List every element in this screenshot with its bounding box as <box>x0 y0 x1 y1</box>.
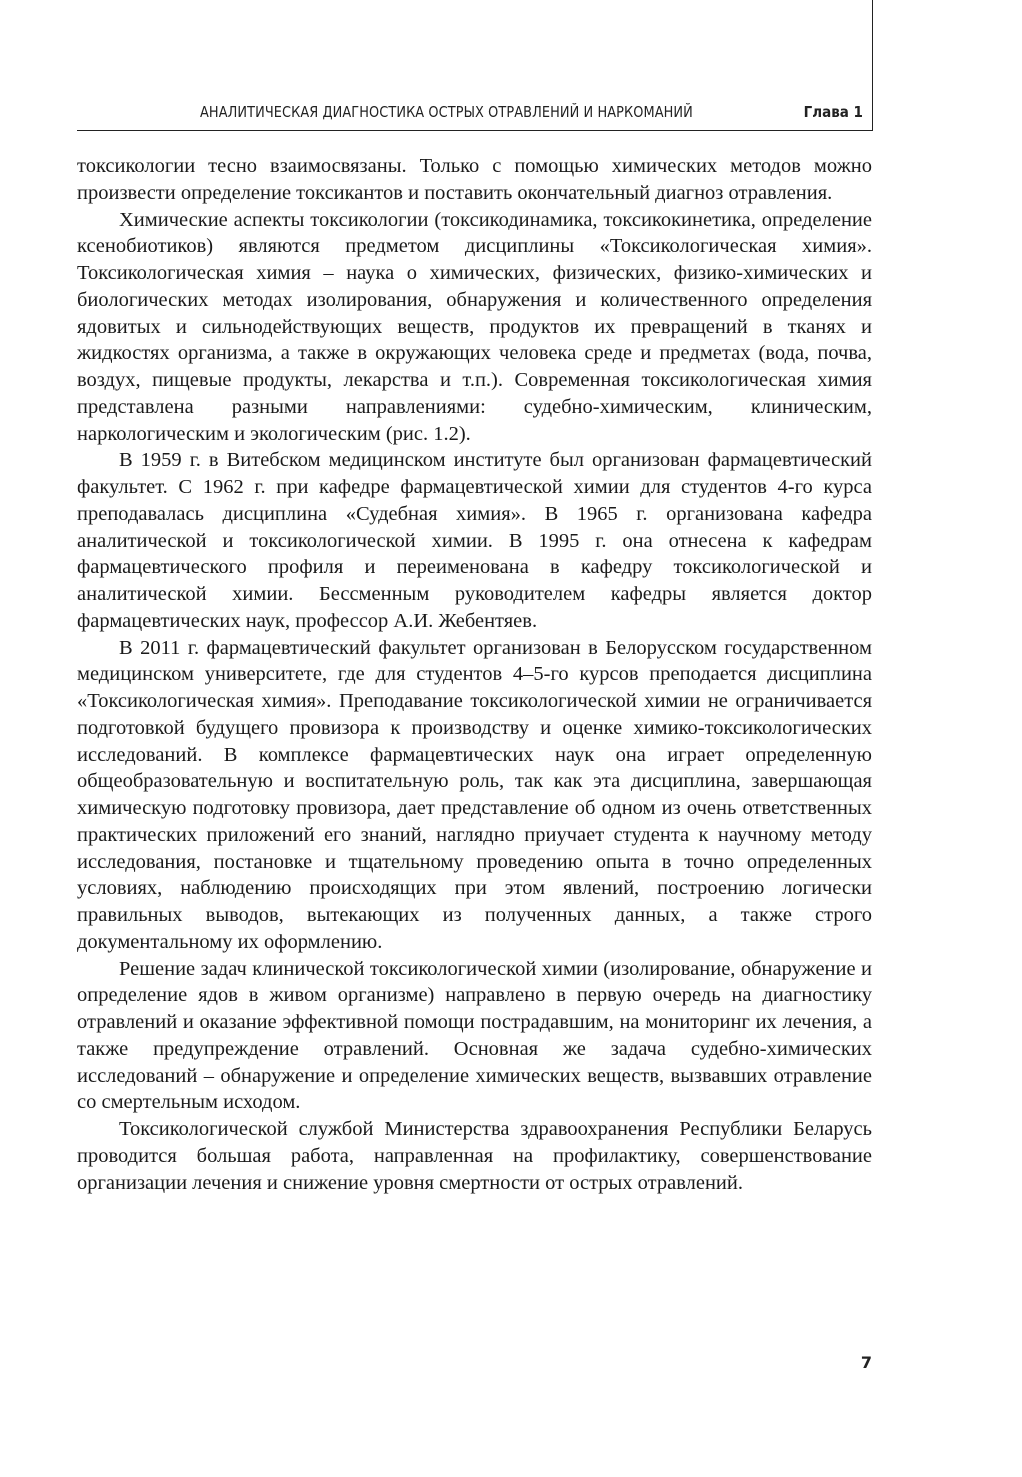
paragraph-1: токсикологии тесно взаимосвязаны. Только с помощью химических методов можно произвести определение токсикантов и поставить окончательный диагноз отравления. <box>77 155 872 204</box>
paragraph-4: В 2011 г. фармацевтический факультет организован в Белорусском государственном медицинском университете, где для студентов 4–5-го курсов преподается дисциплина «Токсикологическая химия». Преподавание токсикологической химии не ограничивается подготовкой будущего провизора к производству и оценке химико-токсикологических исследований. В комплексе фармацевтических наук она играет определенную общеобразовательную и воспитательную роль, так как эта дисциплина, завершающая химическую подготовку провизора, дает представление об одном из очень ответственных практических приложений его знаний, наглядно приучает студента к научному методу исследования, постановке и тщательному проведению опыта в точно определенных условиях, наблюдению происходящих при этом явлений, построению логически правильных выводов, вытекающих из полученных данных, а также строго документальному их оформлению. <box>77 636 872 953</box>
header-title: АНАЛИТИЧЕСКАЯ ДИАГНОСТИКА ОСТРЫХ ОТРАВЛЕНИЙ И НАРКОМАНИЙ <box>200 103 693 121</box>
paragraph-3: В 1959 г. в Витебском медицинском институте был организован фармацевтический факультет. С 1962 г. при кафедре фармацевтической химии для студентов 4-го курса преподавалась дисциплина «Судебная химия». В 1965 г. организована кафедра аналитической и токсикологической химии. В 1995 г. она отнесена к кафедрам фармацевтического профиля и переименована в кафедру токсикологической и аналитической химии. Бессменным руководителем кафедры является доктор фармацевтических наук, профессор А.И. Жебентяев. <box>77 449 872 632</box>
paragraph-2: Химические аспекты токсикологии (токсикодинамика, токсикокинетика, определение ксенобиотиков) являются предметом дисциплины «Токсикологическая химия». Токсикологическая химия – наука о химических, физических, физико-химических и биологических методах изолирования, обнаружения и количественного определения ядовитых и сильнодействующих веществ, продуктов их превращений в тканях и жидкостях организма, а также в окружающих человека среде и предметах (вода, почва, воздух, пищевые продукты, лекарства и т.п.). Современная токсикологическая химия представлена разными направлениями: судебно-химическим, клиническим, наркологическим и экологическим (рис. 1.2). <box>77 208 872 445</box>
body-text <box>77 153 872 1196</box>
paragraph-5: Решение задач клинической токсикологической химии (изолирование, обнаружение и определение ядов в живом организме) направлено в первую очередь на диагностику отравлений и оказание эффективной помощи пострадавшим, на мониторинг их лечения, а также предупреждение отравлений. Основная же задача судебно-химических исследований – обнаружение и определение химических веществ, вызвавших отравление со смертельным исходом. <box>77 957 872 1114</box>
header-chapter: Глава 1 <box>803 103 863 121</box>
running-header <box>77 100 872 131</box>
page-edge-line <box>872 0 873 131</box>
paragraph-6: Токсикологической службой Министерства здравоохранения Республики Беларусь проводится большая работа, направленная на профилактику, совершенствование организации лечения и снижение уровня смертности от острых отравлений. <box>77 1118 872 1194</box>
page-number: 7 <box>860 1353 872 1372</box>
